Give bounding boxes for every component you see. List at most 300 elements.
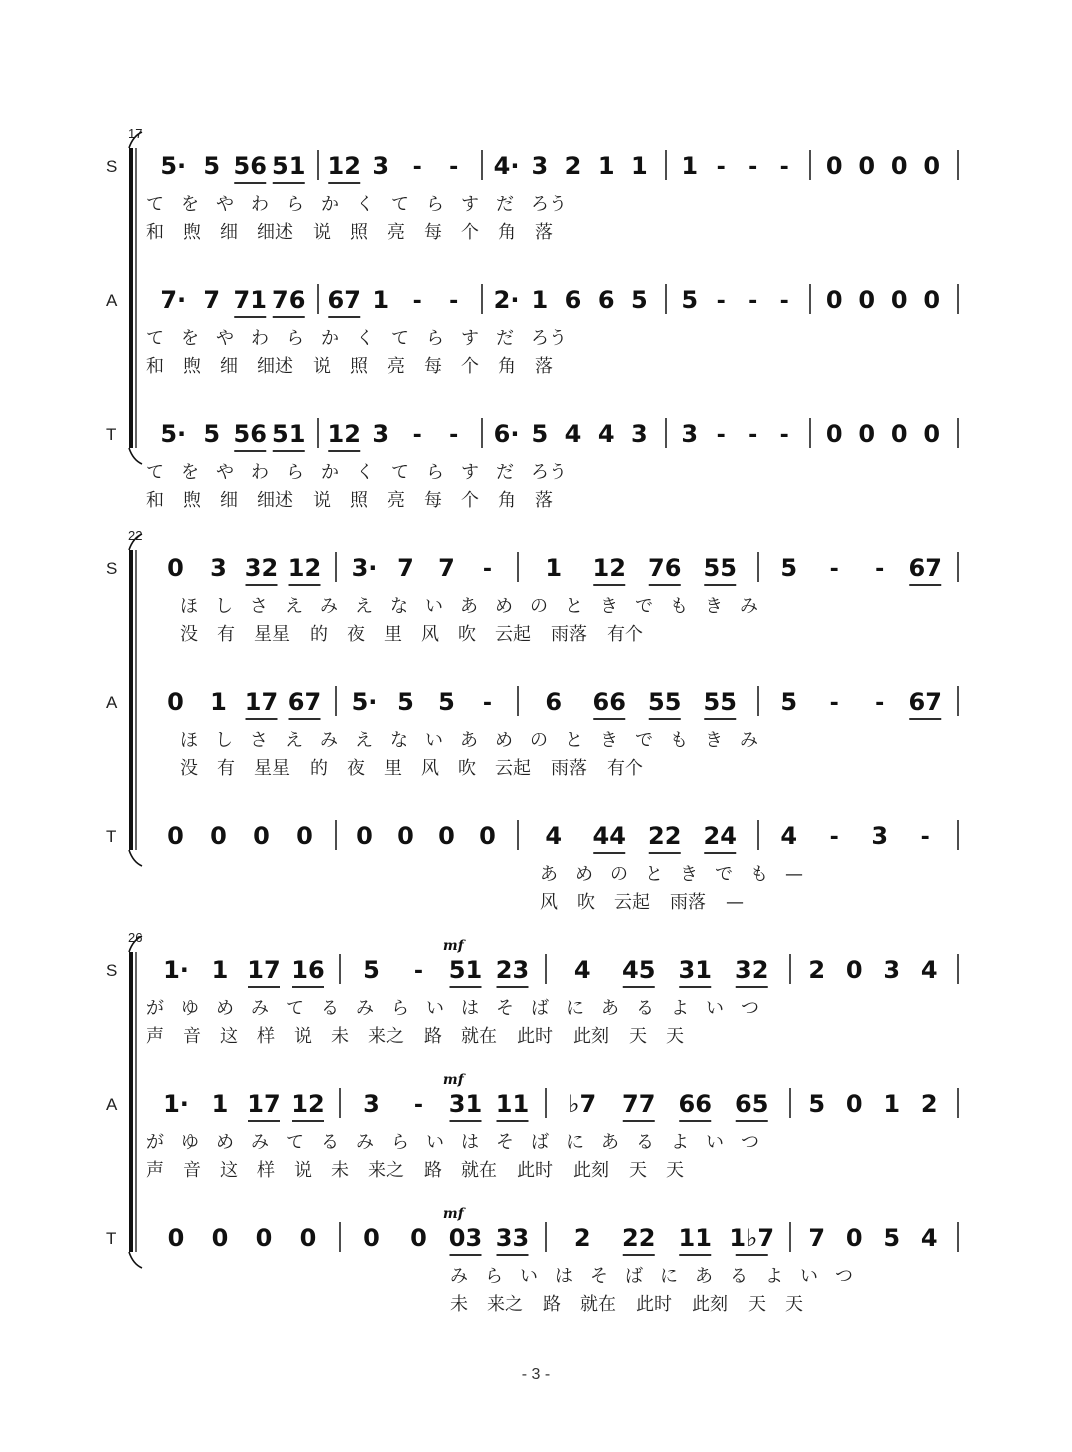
lyric-japanese: え <box>285 596 303 617</box>
voice-s-note: 55 <box>703 554 737 582</box>
voice-t-note: 0 <box>210 822 227 850</box>
lyric-japanese: つ <box>741 1132 759 1153</box>
dash-mark: - <box>449 289 459 314</box>
lyric-chinese: 煦 <box>183 356 201 377</box>
system-brace-hook-bottom <box>129 850 142 866</box>
lyric-chinese: 有个 <box>607 624 643 645</box>
voice-t-note: 0 <box>363 1224 380 1252</box>
lyric-japanese: や <box>216 328 234 349</box>
lyric-japanese: と <box>565 730 583 751</box>
voice-a-note: 55 <box>703 688 737 716</box>
voice-s-note: 16 <box>291 956 325 984</box>
lyric-japanese: よ <box>671 1132 689 1153</box>
voice-a-note: 7· <box>160 286 187 314</box>
dash-mark: - <box>482 691 493 716</box>
lyric-japanese: わ <box>251 328 269 349</box>
voice-s-note: 5 <box>363 956 380 984</box>
lyric-chinese: 声 <box>146 1160 164 1181</box>
voice-s-note: 3 <box>883 956 901 984</box>
lyric-chinese: 此时 <box>636 1294 672 1315</box>
voice-t-note: 0 <box>438 822 455 850</box>
lyric-chinese: — <box>726 892 744 913</box>
lyric-japanese: そ <box>590 1266 608 1287</box>
voice-s-note: 17 <box>247 956 281 984</box>
voice-s-note: 32 <box>735 956 769 984</box>
lyric-japanese: あ <box>601 998 619 1019</box>
lyric-japanese: き <box>600 730 618 751</box>
voice-a-note: 1· <box>163 1090 189 1118</box>
lyric-japanese: て <box>391 328 409 349</box>
lyric-japanese: し <box>215 596 233 617</box>
lyric-chinese: 有 <box>217 758 235 779</box>
lyric-japanese: て <box>286 1132 304 1153</box>
lyric-chinese: 这 <box>220 1026 238 1047</box>
voice-s-note: 1 <box>631 152 648 180</box>
dash-mark: - <box>412 155 422 180</box>
voice-a-note: 1 <box>883 1090 901 1118</box>
lyric-chinese: 夜 <box>347 758 365 779</box>
voice-label-t: T <box>106 1229 117 1248</box>
lyric-chinese: 天 <box>629 1160 647 1181</box>
dash-mark: - <box>779 423 789 448</box>
voice-t-note: 22 <box>648 822 682 850</box>
lyric-japanese: え <box>355 730 373 751</box>
voice-t-note: 0 <box>211 1224 229 1252</box>
lyric-japanese: て <box>146 194 164 215</box>
voice-t-note: 3 <box>871 822 889 850</box>
lyric-japanese: く <box>356 328 374 349</box>
lyric-chinese: 里 <box>384 758 402 779</box>
voice-t-note: 0 <box>255 1224 273 1252</box>
voice-s-note: 76 <box>648 554 682 582</box>
voice-a-note: 5 <box>808 1090 826 1118</box>
voice-s-note: 0 <box>923 152 941 180</box>
voice-a-note: 11 <box>495 1090 530 1118</box>
voice-a-note: 5 <box>397 688 414 716</box>
voice-label-s: S <box>106 559 118 578</box>
lyric-chinese: 天 <box>666 1160 684 1181</box>
lyric-chinese: 样 <box>257 1160 275 1181</box>
lyric-chinese: 细 <box>220 490 238 511</box>
lyric-japanese: あ <box>460 596 478 617</box>
voice-a-note: 2 <box>920 1090 938 1118</box>
lyric-japanese: め <box>216 1132 234 1153</box>
lyric-chinese: 照 <box>350 222 368 243</box>
voice-s-note: 1· <box>163 956 189 984</box>
dash-mark: - <box>829 691 839 716</box>
dynamic-marking: mf <box>442 1206 464 1222</box>
voice-s-note: 12 <box>287 554 322 582</box>
lyric-chinese: 星星 <box>254 758 290 779</box>
lyric-japanese: と <box>645 864 663 885</box>
lyric-japanese: ろう <box>531 328 567 349</box>
voice-a-note: 67 <box>327 286 361 314</box>
voice-label-t: T <box>106 425 117 444</box>
voice-t-note: 0 <box>299 1224 317 1252</box>
voice-t-note: 0 <box>479 822 496 850</box>
lyric-chinese: 此刻 <box>692 1294 728 1315</box>
lyric-japanese: で <box>635 596 653 617</box>
lyric-chinese: 吹 <box>577 892 595 913</box>
voice-s-note: 56 <box>233 152 267 180</box>
lyric-chinese: 亮 <box>387 490 405 511</box>
voice-a-note: 0 <box>858 286 876 314</box>
voice-a-note: 2· <box>493 286 520 314</box>
lyric-japanese: で <box>635 730 653 751</box>
lyric-japanese: よ <box>765 1266 783 1287</box>
lyric-japanese: は <box>461 998 479 1019</box>
lyric-chinese: 细述 <box>257 222 293 243</box>
lyric-japanese: ば <box>625 1266 643 1287</box>
lyric-chinese: 雨落 <box>551 624 587 645</box>
lyric-japanese: き <box>705 596 723 617</box>
lyric-chinese: 和 <box>146 222 164 243</box>
lyric-japanese: み <box>356 998 374 1019</box>
lyric-chinese: 此刻 <box>573 1160 609 1181</box>
lyric-japanese: さ <box>250 596 268 617</box>
lyric-chinese: 天 <box>785 1294 803 1315</box>
lyric-chinese: 此时 <box>517 1160 553 1181</box>
lyric-chinese: 这 <box>220 1160 238 1181</box>
voice-a-note: 1 <box>210 688 227 716</box>
lyric-japanese: を <box>181 462 199 483</box>
lyric-japanese: い <box>706 998 724 1019</box>
voice-t-note: 24 <box>703 822 737 850</box>
lyric-japanese: そ <box>496 998 514 1019</box>
lyric-japanese: ら <box>485 1266 503 1287</box>
lyric-japanese: る <box>730 1266 748 1287</box>
lyric-japanese: な <box>390 596 408 617</box>
lyric-chinese: 就在 <box>461 1160 497 1181</box>
lyric-japanese: し <box>215 730 233 751</box>
lyric-chinese: 细述 <box>257 356 293 377</box>
voice-t-note: 4 <box>545 822 563 850</box>
voice-s-note: 0 <box>890 152 908 180</box>
lyric-japanese: み <box>740 730 758 751</box>
lyric-chinese: 和 <box>146 490 164 511</box>
lyric-japanese: い <box>800 1266 818 1287</box>
lyric-japanese: か <box>321 194 339 215</box>
lyric-japanese: く <box>356 194 374 215</box>
lyric-chinese: 未 <box>331 1026 349 1047</box>
lyric-japanese: ら <box>391 1132 409 1153</box>
voice-a-note: 0 <box>845 1090 863 1118</box>
voice-a-note: 71 <box>233 286 267 314</box>
system-brace-hook-bottom <box>129 448 142 464</box>
voice-a-note: 3 <box>363 1090 380 1118</box>
lyric-japanese: る <box>321 1132 339 1153</box>
lyric-japanese: る <box>636 1132 654 1153</box>
dash-mark: - <box>412 289 422 314</box>
lyric-japanese: も <box>670 730 688 751</box>
lyric-chinese: 云起 <box>495 758 531 779</box>
lyric-japanese: な <box>390 730 408 751</box>
voice-a-note: 0 <box>890 286 908 314</box>
lyric-japanese: え <box>355 596 373 617</box>
lyric-japanese: ば <box>531 1132 549 1153</box>
voice-label-s: S <box>106 961 118 980</box>
lyric-chinese: 有 <box>217 624 235 645</box>
lyric-chinese: 风 <box>421 624 439 645</box>
lyric-chinese: 此时 <box>517 1026 553 1047</box>
voice-s-note: 51 <box>448 956 483 984</box>
voice-t-note: 0 <box>825 420 843 448</box>
dash-mark: - <box>413 1093 424 1118</box>
dash-mark: - <box>482 557 493 582</box>
voice-a-note: 1 <box>531 286 549 314</box>
voice-s-note: 12 <box>592 554 626 582</box>
voice-s-note: 0 <box>858 152 876 180</box>
lyric-chinese: 煦 <box>183 222 201 243</box>
voice-t-note: 6· <box>493 420 520 448</box>
voice-a-note: 0 <box>923 286 941 314</box>
lyric-japanese: や <box>216 462 234 483</box>
voice-label-a: A <box>106 1095 118 1114</box>
voice-t-note: 0 <box>858 420 876 448</box>
dash-mark: - <box>716 155 726 180</box>
lyric-chinese: 说 <box>294 1160 312 1181</box>
measure-number: 17 <box>128 126 143 141</box>
voice-s-note: 32 <box>244 554 279 582</box>
voice-a-note: 1 <box>211 1090 229 1118</box>
voice-s-note: 3 <box>531 152 549 180</box>
lyric-japanese: の <box>530 596 548 617</box>
dash-mark: - <box>413 959 424 984</box>
dash-mark: - <box>779 155 789 180</box>
lyric-chinese: 来之 <box>487 1294 523 1315</box>
lyric-japanese: さ <box>250 730 268 751</box>
voice-a-note: 55 <box>648 688 682 716</box>
lyric-japanese: る <box>321 998 339 1019</box>
lyric-japanese: で <box>715 864 733 885</box>
lyric-chinese: 没 <box>180 624 198 645</box>
lyric-chinese: 夜 <box>347 624 365 645</box>
lyric-chinese: 未 <box>450 1294 468 1315</box>
dash-mark: - <box>748 289 758 314</box>
lyric-japanese: ら <box>286 462 304 483</box>
lyric-japanese: て <box>286 998 304 1019</box>
voice-t-note: 0 <box>167 1224 185 1252</box>
voice-t-note: 4 <box>597 420 615 448</box>
voice-t-note: 44 <box>592 822 626 850</box>
lyric-japanese: す <box>461 194 479 215</box>
lyric-japanese: か <box>321 328 339 349</box>
lyric-chinese: 音 <box>183 1026 201 1047</box>
lyric-japanese: き <box>680 864 698 885</box>
lyric-chinese: 来之 <box>368 1160 404 1181</box>
voice-t-note: 4 <box>920 1224 938 1252</box>
voice-label-s: S <box>106 157 118 176</box>
lyric-japanese: あ <box>601 1132 619 1153</box>
dash-mark: - <box>779 289 789 314</box>
voice-a-note: 6 <box>597 286 615 314</box>
lyric-japanese: ら <box>286 194 304 215</box>
lyric-japanese: め <box>495 596 513 617</box>
dash-mark: - <box>920 825 930 850</box>
lyric-chinese: 说 <box>313 490 331 511</box>
lyric-japanese: を <box>181 194 199 215</box>
lyric-japanese: み <box>251 998 269 1019</box>
voice-s-note: 51 <box>272 152 306 180</box>
voice-s-note: 5 <box>203 152 221 180</box>
lyric-japanese: あ <box>695 1266 713 1287</box>
lyric-chinese: 落 <box>535 356 553 377</box>
voice-a-note: 66 <box>678 1090 712 1118</box>
voice-a-note: 12 <box>291 1090 325 1118</box>
voice-s-note: 1 <box>211 956 229 984</box>
lyric-japanese: ら <box>426 194 444 215</box>
dash-mark: - <box>716 423 726 448</box>
voice-a-note: 6 <box>564 286 582 314</box>
dash-mark: - <box>449 155 459 180</box>
lyric-chinese: 煦 <box>183 490 201 511</box>
dash-mark: - <box>829 557 839 582</box>
lyric-chinese: 角 <box>498 222 516 243</box>
lyric-japanese: き <box>705 730 723 751</box>
lyric-japanese: だ <box>496 462 514 483</box>
voice-s-note: 7 <box>438 554 455 582</box>
lyric-japanese: い <box>520 1266 538 1287</box>
voice-s-note: 12 <box>327 152 361 180</box>
lyric-chinese: 亮 <box>387 356 405 377</box>
voice-s-note: 1 <box>597 152 615 180</box>
lyric-chinese: 说 <box>313 356 331 377</box>
lyric-chinese: 就在 <box>461 1026 497 1047</box>
lyric-japanese: ゆ <box>181 998 199 1019</box>
voice-t-note: 5· <box>160 420 187 448</box>
lyric-japanese: や <box>216 194 234 215</box>
lyric-japanese: — <box>785 864 803 885</box>
lyric-japanese: つ <box>835 1266 853 1287</box>
lyric-japanese: み <box>320 596 338 617</box>
dynamic-marking: mf <box>442 938 464 954</box>
voice-a-note: 5 <box>438 688 455 716</box>
voice-a-note: ♭7 <box>568 1090 597 1118</box>
lyric-japanese: は <box>555 1266 573 1287</box>
voice-t-note: 0 <box>410 1224 427 1252</box>
lyric-japanese: て <box>391 194 409 215</box>
lyric-chinese: 个 <box>461 222 479 243</box>
lyric-japanese: ら <box>426 328 444 349</box>
lyric-chinese: 的 <box>310 758 328 779</box>
voice-t-note: 11 <box>678 1224 712 1252</box>
lyric-chinese: 样 <box>257 1026 275 1047</box>
voice-t-note: 0 <box>397 822 414 850</box>
lyric-chinese: 路 <box>424 1026 442 1047</box>
lyric-chinese: 天 <box>666 1026 684 1047</box>
lyric-japanese: も <box>670 596 688 617</box>
voice-s-note: 3 <box>372 152 390 180</box>
voice-s-note: 4 <box>920 956 938 984</box>
voice-t-note: 0 <box>356 822 373 850</box>
voice-s-note: 45 <box>622 956 656 984</box>
voice-t-note: 1♭7 <box>729 1224 775 1252</box>
lyric-chinese: 天 <box>748 1294 766 1315</box>
lyric-japanese: が <box>146 1132 164 1153</box>
voice-s-note: 0 <box>825 152 843 180</box>
voice-t-note: 51 <box>272 420 306 448</box>
dash-mark: - <box>412 423 422 448</box>
lyric-chinese: 个 <box>461 356 479 377</box>
voice-s-note: 2 <box>564 152 582 180</box>
lyric-chinese: 亮 <box>387 222 405 243</box>
voice-a-note: 5 <box>631 286 648 314</box>
voice-s-note: 5· <box>160 152 187 180</box>
voice-t-note: 4 <box>564 420 582 448</box>
voice-a-note: 76 <box>272 286 306 314</box>
voice-t-note: 33 <box>495 1224 530 1252</box>
lyric-japanese: い <box>425 730 443 751</box>
voice-a-note: 6 <box>545 688 563 716</box>
voice-t-note: 0 <box>923 420 941 448</box>
lyric-japanese: み <box>450 1266 468 1287</box>
lyric-japanese: く <box>356 462 374 483</box>
lyric-japanese: と <box>565 596 583 617</box>
voice-a-note: 0 <box>167 688 184 716</box>
voice-s-note: 0 <box>845 956 863 984</box>
voice-label-a: A <box>106 693 118 712</box>
voice-t-note: 0 <box>296 822 313 850</box>
lyric-japanese: て <box>391 462 409 483</box>
lyric-japanese: は <box>461 1132 479 1153</box>
lyric-japanese: ら <box>286 328 304 349</box>
lyric-chinese: 照 <box>350 490 368 511</box>
dynamic-marking: mf <box>442 1072 464 1088</box>
lyric-chinese: 天 <box>629 1026 647 1047</box>
lyric-chinese: 此刻 <box>573 1026 609 1047</box>
lyric-chinese: 有个 <box>607 758 643 779</box>
lyric-chinese: 细述 <box>257 490 293 511</box>
lyric-japanese: み <box>251 1132 269 1153</box>
voice-t-note: 3 <box>372 420 390 448</box>
voice-t-note: 0 <box>890 420 908 448</box>
lyric-japanese: を <box>181 328 199 349</box>
lyric-chinese: 每 <box>424 222 442 243</box>
voice-s-note: 31 <box>678 956 712 984</box>
system-brace-hook-bottom <box>129 1252 142 1268</box>
lyric-chinese: 照 <box>350 356 368 377</box>
voice-a-note: 31 <box>448 1090 483 1118</box>
lyric-japanese: ろう <box>531 462 567 483</box>
voice-a-note: 7 <box>203 286 221 314</box>
voice-a-note: 5 <box>780 688 798 716</box>
voice-label-t: T <box>106 827 117 846</box>
voice-t-note: 56 <box>233 420 267 448</box>
lyric-japanese: に <box>660 1266 678 1287</box>
lyric-chinese: 说 <box>294 1026 312 1047</box>
lyric-japanese: み <box>320 730 338 751</box>
voice-t-note: 5 <box>531 420 549 448</box>
lyric-chinese: 云起 <box>614 892 650 913</box>
lyric-japanese: ば <box>531 998 549 1019</box>
voice-s-note: 3 <box>210 554 227 582</box>
lyric-chinese: 每 <box>424 490 442 511</box>
lyric-japanese: る <box>636 998 654 1019</box>
dash-mark: - <box>748 155 758 180</box>
lyric-japanese: い <box>706 1132 724 1153</box>
voice-s-note: 5 <box>780 554 798 582</box>
voice-a-note: 1 <box>372 286 390 314</box>
lyric-chinese: 雨落 <box>551 758 587 779</box>
voice-a-note: 5 <box>681 286 699 314</box>
lyric-japanese: も <box>750 864 768 885</box>
lyric-chinese: 细 <box>220 222 238 243</box>
lyric-japanese: あ <box>540 864 558 885</box>
lyric-japanese: め <box>216 998 234 1019</box>
dash-mark: - <box>748 423 758 448</box>
lyric-chinese: 风 <box>540 892 558 913</box>
lyric-japanese: め <box>495 730 513 751</box>
